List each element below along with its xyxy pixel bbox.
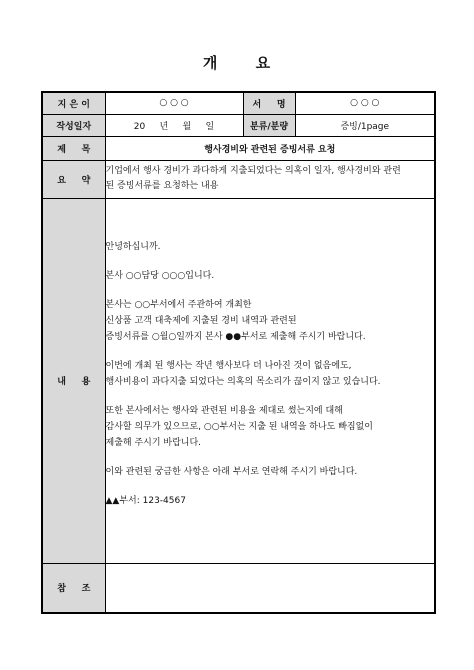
paragraph-line: 증빙서류를 ○월○일까지 본사 ●●부서로 제출해 주시기 바랍니다. xyxy=(105,332,366,342)
date-value: 20 년 월 일 xyxy=(105,114,243,136)
signature-label: 서 명 xyxy=(243,92,295,114)
subject-label: 제 목 xyxy=(42,136,105,160)
date-label: 작성일자 xyxy=(42,114,105,136)
category-value: 증빙/1page xyxy=(295,114,435,136)
content-body xyxy=(105,198,435,563)
content-row xyxy=(42,198,435,563)
paragraph-line: 신상품 고객 대축제에 지출된 경비 내역과 관련된 xyxy=(105,316,297,326)
summary-row xyxy=(42,160,435,198)
summary-line: 기업에서 행사 경비가 과다하게 지출되었다는 의혹이 일자, 행사경비와 관련 xyxy=(105,166,401,176)
subject-row xyxy=(42,136,435,160)
reference-label: 참 조 xyxy=(42,563,105,613)
document-form xyxy=(41,91,436,614)
paragraph-line: 감사할 의무가 있으므로, ○○부서는 지출 된 내역을 하나도 빠짐없이 xyxy=(105,422,373,432)
content-label: 내 용 xyxy=(42,198,105,563)
summary-label: 요 약 xyxy=(42,160,105,198)
author-row xyxy=(42,92,435,114)
reference-row xyxy=(42,563,435,613)
summary-line: 된 증빙서류를 요청하는 내용 xyxy=(105,181,219,191)
intro-line: 본사 ○○담당 ○○○입니다. xyxy=(105,271,215,281)
date-row xyxy=(42,114,435,136)
document-title: 개 요 xyxy=(202,54,272,72)
paragraph-line: 제출해 주시기 바랍니다. xyxy=(105,438,202,448)
paragraph-reason xyxy=(106,358,435,390)
paragraph-line: 행사비용이 과다지출 되었다는 의혹의 목소리가 끊이지 않고 있습니다. xyxy=(105,377,381,387)
paragraph-line: 본사는 ○○부서에서 주관하여 개최한 xyxy=(105,300,252,310)
paragraph-line: 이번에 개최 된 행사는 작년 행사보다 더 나아진 것이 없음에도, xyxy=(105,361,352,371)
author-label: 지 은 이 xyxy=(42,92,105,114)
paragraph-line: 또한 본사에서는 행사와 관련된 비용을 제대로 썼는지에 대해 xyxy=(105,406,343,416)
greeting: 안녕하십니까. xyxy=(105,242,161,252)
contact-line: ▲▲부서: 123-4567 xyxy=(105,496,186,506)
summary-text xyxy=(105,160,435,198)
subject-value: 행사경비와 관련된 증빙서류 요청 xyxy=(105,136,435,160)
signature-value: ○ ○ ○ xyxy=(295,92,435,114)
author-value: ○ ○ ○ xyxy=(105,92,243,114)
paragraph-audit xyxy=(106,403,435,451)
category-label: 분류/분량 xyxy=(243,114,295,136)
paragraph-request xyxy=(106,297,435,345)
reference-value xyxy=(105,563,435,613)
paragraph-contact-note: 이와 관련된 궁금한 사항은 아래 부서로 연락해 주시기 바랍니다. xyxy=(105,467,358,477)
